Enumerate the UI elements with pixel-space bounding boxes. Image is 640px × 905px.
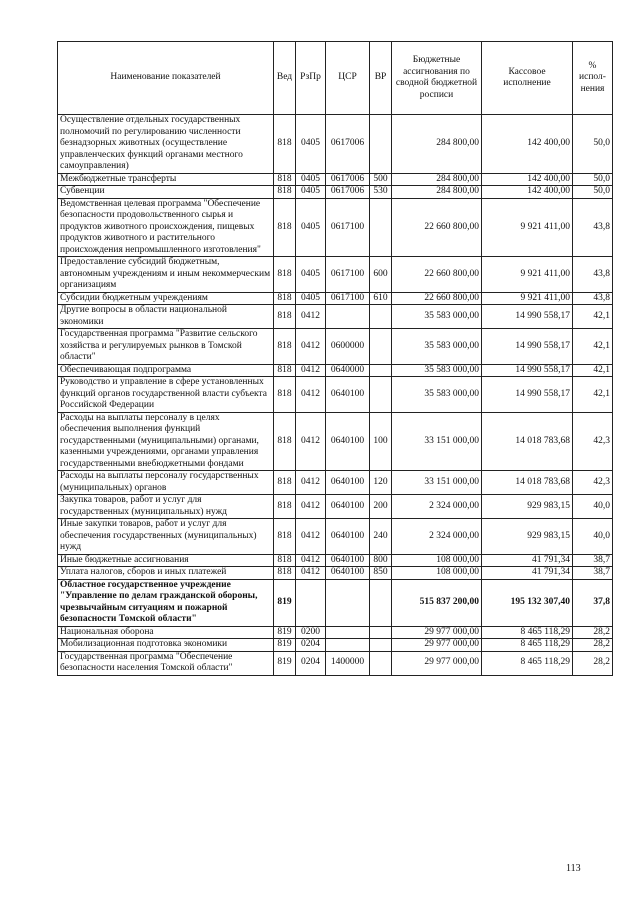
row-ved-cell: 818: [274, 292, 296, 305]
row-pct-cell: 28,2: [573, 639, 613, 652]
budget-execution-table: [57, 41, 613, 676]
table-row: [58, 519, 613, 555]
row-name-cell: Межбюджетные трансферты: [58, 173, 274, 186]
row-rzpr-cell: 0412: [296, 364, 326, 377]
row-name-cell: Иные закупки товаров, работ и услуг для обеспечения государственных (муниципальных) нужд: [58, 519, 274, 555]
row-name-cell: Расходы на выплаты персоналу государственных (муниципальных) органов: [58, 471, 274, 495]
row-rzpr-cell: 0200: [296, 626, 326, 639]
row-rzpr-cell: 0405: [296, 173, 326, 186]
row-cash-cell: 929 983,15: [482, 519, 573, 555]
row-pct-cell: 43,8: [573, 292, 613, 305]
row-ved-cell: 818: [274, 198, 296, 257]
row-name-cell: Закупка товаров, работ и услуг для государственных (муниципальных) нужд: [58, 495, 274, 519]
table-header-row: [58, 42, 613, 115]
row-vr-cell: 530: [370, 186, 392, 199]
header-pct: % испол-нения: [573, 42, 613, 115]
row-vr-cell: [370, 305, 392, 329]
row-csr-cell: 0640100: [326, 495, 370, 519]
row-ved-cell: 818: [274, 377, 296, 413]
row-csr-cell: 1400000: [326, 651, 370, 675]
table-row: [58, 186, 613, 199]
row-csr-cell: 0640100: [326, 519, 370, 555]
row-vr-cell: [370, 579, 392, 626]
row-name-cell: Ведомственная целевая программа "Обеспечение безопасности продовольственного сырья и продуктов животного происхождения, пищевых продуктов животного и растительного происхождения непромышленного изготовления": [58, 198, 274, 257]
row-vr-cell: [370, 639, 392, 652]
row-csr-cell: [326, 579, 370, 626]
row-vr-cell: [370, 364, 392, 377]
row-rzpr-cell: 0412: [296, 471, 326, 495]
row-name-cell: Иные бюджетные ассигнования: [58, 554, 274, 567]
header-ved: Вед: [274, 42, 296, 115]
row-vr-cell: [370, 198, 392, 257]
row-rzpr-cell: 0412: [296, 495, 326, 519]
row-rzpr-cell: 0412: [296, 377, 326, 413]
row-vr-cell: [370, 329, 392, 365]
row-name-cell: Субсидии бюджетным учреждениям: [58, 292, 274, 305]
row-csr-cell: 0617100: [326, 198, 370, 257]
table-row: [58, 292, 613, 305]
header-csr: ЦСР: [326, 42, 370, 115]
row-pct-cell: 42,1: [573, 329, 613, 365]
row-cash-cell: 142 400,00: [482, 186, 573, 199]
row-pct-cell: 28,2: [573, 651, 613, 675]
table-row: [58, 651, 613, 675]
row-csr-cell: 0600000: [326, 329, 370, 365]
row-rzpr-cell: 0405: [296, 186, 326, 199]
row-csr-cell: 0640100: [326, 554, 370, 567]
row-name-cell: Предоставление субсидий бюджетным, автономным учреждениям и иным некоммерческим организациям: [58, 257, 274, 293]
row-vr-cell: 240: [370, 519, 392, 555]
row-vr-cell: 850: [370, 567, 392, 580]
row-ved-cell: 819: [274, 579, 296, 626]
row-vr-cell: [370, 626, 392, 639]
table-row: [58, 115, 613, 174]
row-cash-cell: 8 465 118,29: [482, 626, 573, 639]
header-vr: ВР: [370, 42, 392, 115]
row-rzpr-cell: 0204: [296, 639, 326, 652]
row-cash-cell: 929 983,15: [482, 495, 573, 519]
row-cash-cell: 9 921 411,00: [482, 292, 573, 305]
row-csr-cell: 0617100: [326, 292, 370, 305]
row-budget-cell: 22 660 800,00: [392, 257, 482, 293]
row-pct-cell: 37,8: [573, 579, 613, 626]
row-budget-cell: 33 151 000,00: [392, 471, 482, 495]
row-ved-cell: 818: [274, 519, 296, 555]
row-rzpr-cell: 0405: [296, 257, 326, 293]
row-pct-cell: 42,1: [573, 305, 613, 329]
table-row: [58, 364, 613, 377]
row-ved-cell: 818: [274, 305, 296, 329]
table-row: [58, 305, 613, 329]
row-budget-cell: 29 977 000,00: [392, 626, 482, 639]
row-cash-cell: 142 400,00: [482, 173, 573, 186]
row-pct-cell: 40,0: [573, 495, 613, 519]
row-name-cell: Обеспечивающая подпрограмма: [58, 364, 274, 377]
row-budget-cell: 22 660 800,00: [392, 198, 482, 257]
table-row: [58, 173, 613, 186]
table-row: [58, 329, 613, 365]
row-name-cell: Другие вопросы в области национальной экономики: [58, 305, 274, 329]
row-pct-cell: 50,0: [573, 173, 613, 186]
row-budget-cell: 29 977 000,00: [392, 639, 482, 652]
row-cash-cell: 9 921 411,00: [482, 198, 573, 257]
row-rzpr-cell: 0412: [296, 554, 326, 567]
row-ved-cell: 818: [274, 495, 296, 519]
table-row: [58, 626, 613, 639]
row-rzpr-cell: 0412: [296, 412, 326, 471]
row-cash-cell: 14 990 558,17: [482, 305, 573, 329]
row-rzpr-cell: 0412: [296, 519, 326, 555]
row-budget-cell: 108 000,00: [392, 554, 482, 567]
table-row: [58, 567, 613, 580]
row-budget-cell: 22 660 800,00: [392, 292, 482, 305]
row-vr-cell: 120: [370, 471, 392, 495]
row-budget-cell: 33 151 000,00: [392, 412, 482, 471]
row-csr-cell: 0640100: [326, 377, 370, 413]
table-row: [58, 471, 613, 495]
row-csr-cell: 0617006: [326, 186, 370, 199]
row-csr-cell: [326, 626, 370, 639]
row-rzpr-cell: 0405: [296, 292, 326, 305]
row-budget-cell: 2 324 000,00: [392, 519, 482, 555]
row-rzpr-cell: 0405: [296, 115, 326, 174]
header-name: Наименование показателей: [58, 42, 274, 115]
row-ved-cell: 818: [274, 329, 296, 365]
row-budget-cell: 284 800,00: [392, 173, 482, 186]
row-budget-cell: 284 800,00: [392, 186, 482, 199]
row-ved-cell: 818: [274, 412, 296, 471]
table-row: [58, 495, 613, 519]
table-row: [58, 377, 613, 413]
header-rzpr: РзПр: [296, 42, 326, 115]
row-cash-cell: 14 018 783,68: [482, 412, 573, 471]
header-cash: Кассовое исполнение: [482, 42, 573, 115]
row-vr-cell: 600: [370, 257, 392, 293]
row-cash-cell: 14 990 558,17: [482, 364, 573, 377]
row-vr-cell: 610: [370, 292, 392, 305]
table-row: [58, 257, 613, 293]
row-budget-cell: 35 583 000,00: [392, 329, 482, 365]
row-cash-cell: 195 132 307,40: [482, 579, 573, 626]
row-vr-cell: [370, 377, 392, 413]
table-row: [58, 579, 613, 626]
row-pct-cell: 42,3: [573, 471, 613, 495]
row-name-cell: Государственная программа "Обеспечение безопасности населения Томской области": [58, 651, 274, 675]
row-vr-cell: [370, 115, 392, 174]
row-csr-cell: 0640100: [326, 412, 370, 471]
row-cash-cell: 14 018 783,68: [482, 471, 573, 495]
row-budget-cell: 2 324 000,00: [392, 495, 482, 519]
table-row: [58, 412, 613, 471]
row-pct-cell: 43,8: [573, 198, 613, 257]
row-vr-cell: 500: [370, 173, 392, 186]
row-budget-cell: 35 583 000,00: [392, 377, 482, 413]
row-csr-cell: 0640000: [326, 364, 370, 377]
row-pct-cell: 42,1: [573, 377, 613, 413]
table-row: [58, 198, 613, 257]
row-ved-cell: 818: [274, 364, 296, 377]
budget-table-container: [57, 41, 613, 676]
row-pct-cell: 50,0: [573, 115, 613, 174]
row-cash-cell: 14 990 558,17: [482, 377, 573, 413]
row-csr-cell: 0640100: [326, 567, 370, 580]
row-rzpr-cell: 0204: [296, 651, 326, 675]
row-budget-cell: 515 837 200,00: [392, 579, 482, 626]
row-vr-cell: 200: [370, 495, 392, 519]
row-pct-cell: 38,7: [573, 554, 613, 567]
row-rzpr-cell: 0412: [296, 567, 326, 580]
row-rzpr-cell: 0412: [296, 305, 326, 329]
row-ved-cell: 819: [274, 639, 296, 652]
row-cash-cell: 9 921 411,00: [482, 257, 573, 293]
row-cash-cell: 8 465 118,29: [482, 651, 573, 675]
row-name-cell: Расходы на выплаты персоналу в целях обеспечения выполнения функций государственными (муниципальными) органами, казенными учреждениями, органами управления государственными внебюджетными фондами: [58, 412, 274, 471]
row-vr-cell: [370, 651, 392, 675]
row-ved-cell: 818: [274, 186, 296, 199]
row-budget-cell: 284 800,00: [392, 115, 482, 174]
row-csr-cell: 0617100: [326, 257, 370, 293]
row-csr-cell: [326, 639, 370, 652]
row-csr-cell: 0617006: [326, 173, 370, 186]
row-vr-cell: 800: [370, 554, 392, 567]
row-name-cell: Национальная оборона: [58, 626, 274, 639]
row-ved-cell: 818: [274, 173, 296, 186]
row-name-cell: Государственная программа "Развитие сельского хозяйства и регулируемых рынков в Томской области": [58, 329, 274, 365]
row-csr-cell: 0640100: [326, 471, 370, 495]
table-body: [58, 115, 613, 676]
row-ved-cell: 819: [274, 651, 296, 675]
row-name-cell: Уплата налогов, сборов и иных платежей: [58, 567, 274, 580]
row-rzpr-cell: 0405: [296, 198, 326, 257]
row-pct-cell: 43,8: [573, 257, 613, 293]
table-row: [58, 554, 613, 567]
row-pct-cell: 42,3: [573, 412, 613, 471]
row-cash-cell: 8 465 118,29: [482, 639, 573, 652]
row-pct-cell: 40,0: [573, 519, 613, 555]
row-vr-cell: 100: [370, 412, 392, 471]
row-name-cell: Субвенции: [58, 186, 274, 199]
row-pct-cell: 28,2: [573, 626, 613, 639]
row-rzpr-cell: 0412: [296, 329, 326, 365]
row-cash-cell: 14 990 558,17: [482, 329, 573, 365]
row-budget-cell: 35 583 000,00: [392, 305, 482, 329]
row-budget-cell: 35 583 000,00: [392, 364, 482, 377]
row-name-cell: Осуществление отдельных государственных полномочий по регулированию численности безнадзорных животных (осуществление управленческих функций органами местного самоуправления): [58, 115, 274, 174]
row-cash-cell: 41 791,34: [482, 567, 573, 580]
row-budget-cell: 29 977 000,00: [392, 651, 482, 675]
row-ved-cell: 818: [274, 471, 296, 495]
row-ved-cell: 818: [274, 554, 296, 567]
page-number: 113: [566, 863, 581, 874]
row-budget-cell: 108 000,00: [392, 567, 482, 580]
row-ved-cell: 818: [274, 115, 296, 174]
row-cash-cell: 41 791,34: [482, 554, 573, 567]
row-pct-cell: 38,7: [573, 567, 613, 580]
row-ved-cell: 818: [274, 257, 296, 293]
row-csr-cell: 0617006: [326, 115, 370, 174]
row-rzpr-cell: [296, 579, 326, 626]
row-ved-cell: 819: [274, 626, 296, 639]
header-budget: Бюджетные ассигнования по сводной бюджетной росписи: [392, 42, 482, 115]
row-pct-cell: 50,0: [573, 186, 613, 199]
row-name-cell: Мобилизационная подготовка экономики: [58, 639, 274, 652]
row-ved-cell: 818: [274, 567, 296, 580]
row-cash-cell: 142 400,00: [482, 115, 573, 174]
table-row: [58, 639, 613, 652]
row-name-cell: Областное государственное учреждение "Управление по делам гражданской обороны, чрезвычайным ситуациям и пожарной безопасности Томской области": [58, 579, 274, 626]
row-name-cell: Руководство и управление в сфере установленных функций органов государственной власти субъекта Российской Федерации: [58, 377, 274, 413]
row-csr-cell: [326, 305, 370, 329]
row-pct-cell: 42,1: [573, 364, 613, 377]
